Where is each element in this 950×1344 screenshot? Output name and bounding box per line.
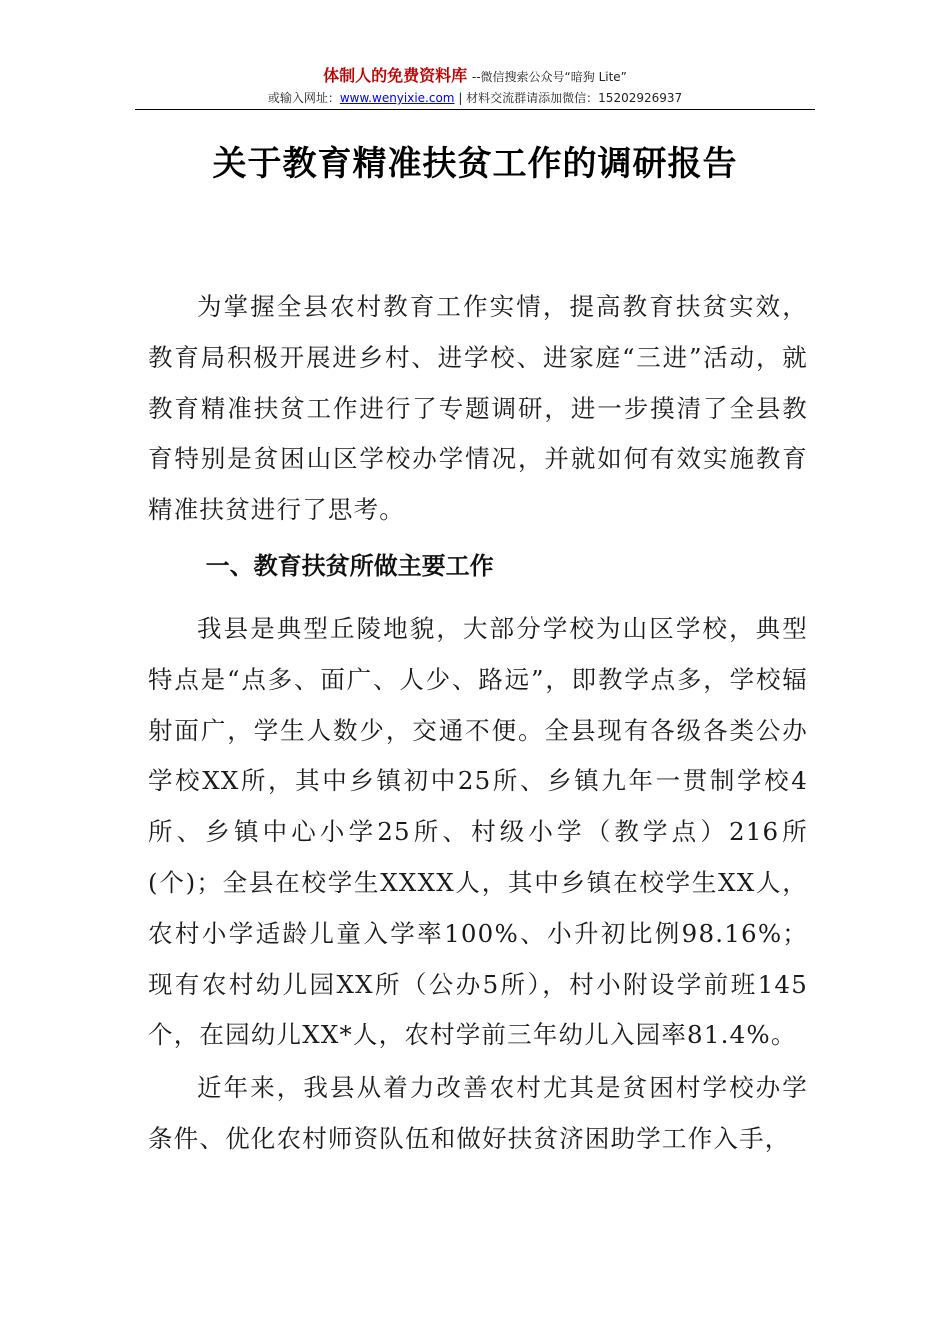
website-link[interactable]: www.wenyixie.com (339, 91, 455, 105)
page-header (135, 66, 815, 107)
contact-info: | 材料交流群请添加微信：15202926937 (454, 91, 683, 105)
section-heading: 一、教育扶贫所做主要工作 (205, 552, 494, 580)
header-divider (135, 109, 815, 110)
paragraph-county-overview: 我县是典型丘陵地貌，大部分学校为山区学校，典型特点是“点多、面广、人少、路远”，即教学点多，学校辐射面广，学生人数少，交通不便。全县现有各级各类公办学校XX所，其中乡镇初中25所、乡镇九年一贯制学校4所、乡镇中心小学25所、村级小学（教学点）216所(个)；全县在校学生XXXX人，其中乡镇在校学生XX人，农村小学适龄儿童入学率100%、小升初比例98.16%；现有农村幼儿园XX所（公办5所），村小附设学前班145个，在园幼儿XX*人，农村学前三年幼儿入园率81.4%。 (148, 614, 808, 1050)
paragraph-intro: 为掌握全县农村教育工作实情，提高教育扶贫实效，教育局积极开展进乡村、进学校、进家庭“三进”活动，就教育精准扶贫工作进行了专题调研，进一步摸清了全县教育特别是贫困山区学校办学情况，并就如何有效实施教育精准扶贫进行了思考。 (148, 292, 808, 525)
body-section-1 (148, 282, 808, 536)
body-section-2 (148, 604, 808, 1061)
paragraph-recent-years: 近年来，我县从着力改善农村尤其是贫困村学校办学条件、优化农村师资队伍和做好扶贫济困助学工作入手， (148, 1073, 808, 1153)
header-line-1 (135, 66, 815, 87)
url-prefix: 或输入网址： (267, 91, 340, 105)
document-title: 关于教育精准扶贫工作的调研报告 (212, 144, 738, 184)
header-tagline: --微信搜索公众号“暗狗 Lite” (471, 70, 627, 84)
brand-name: 体制人的免费资料库 (323, 66, 468, 85)
header-line-2 (135, 89, 815, 107)
body-section-3 (148, 1063, 808, 1165)
